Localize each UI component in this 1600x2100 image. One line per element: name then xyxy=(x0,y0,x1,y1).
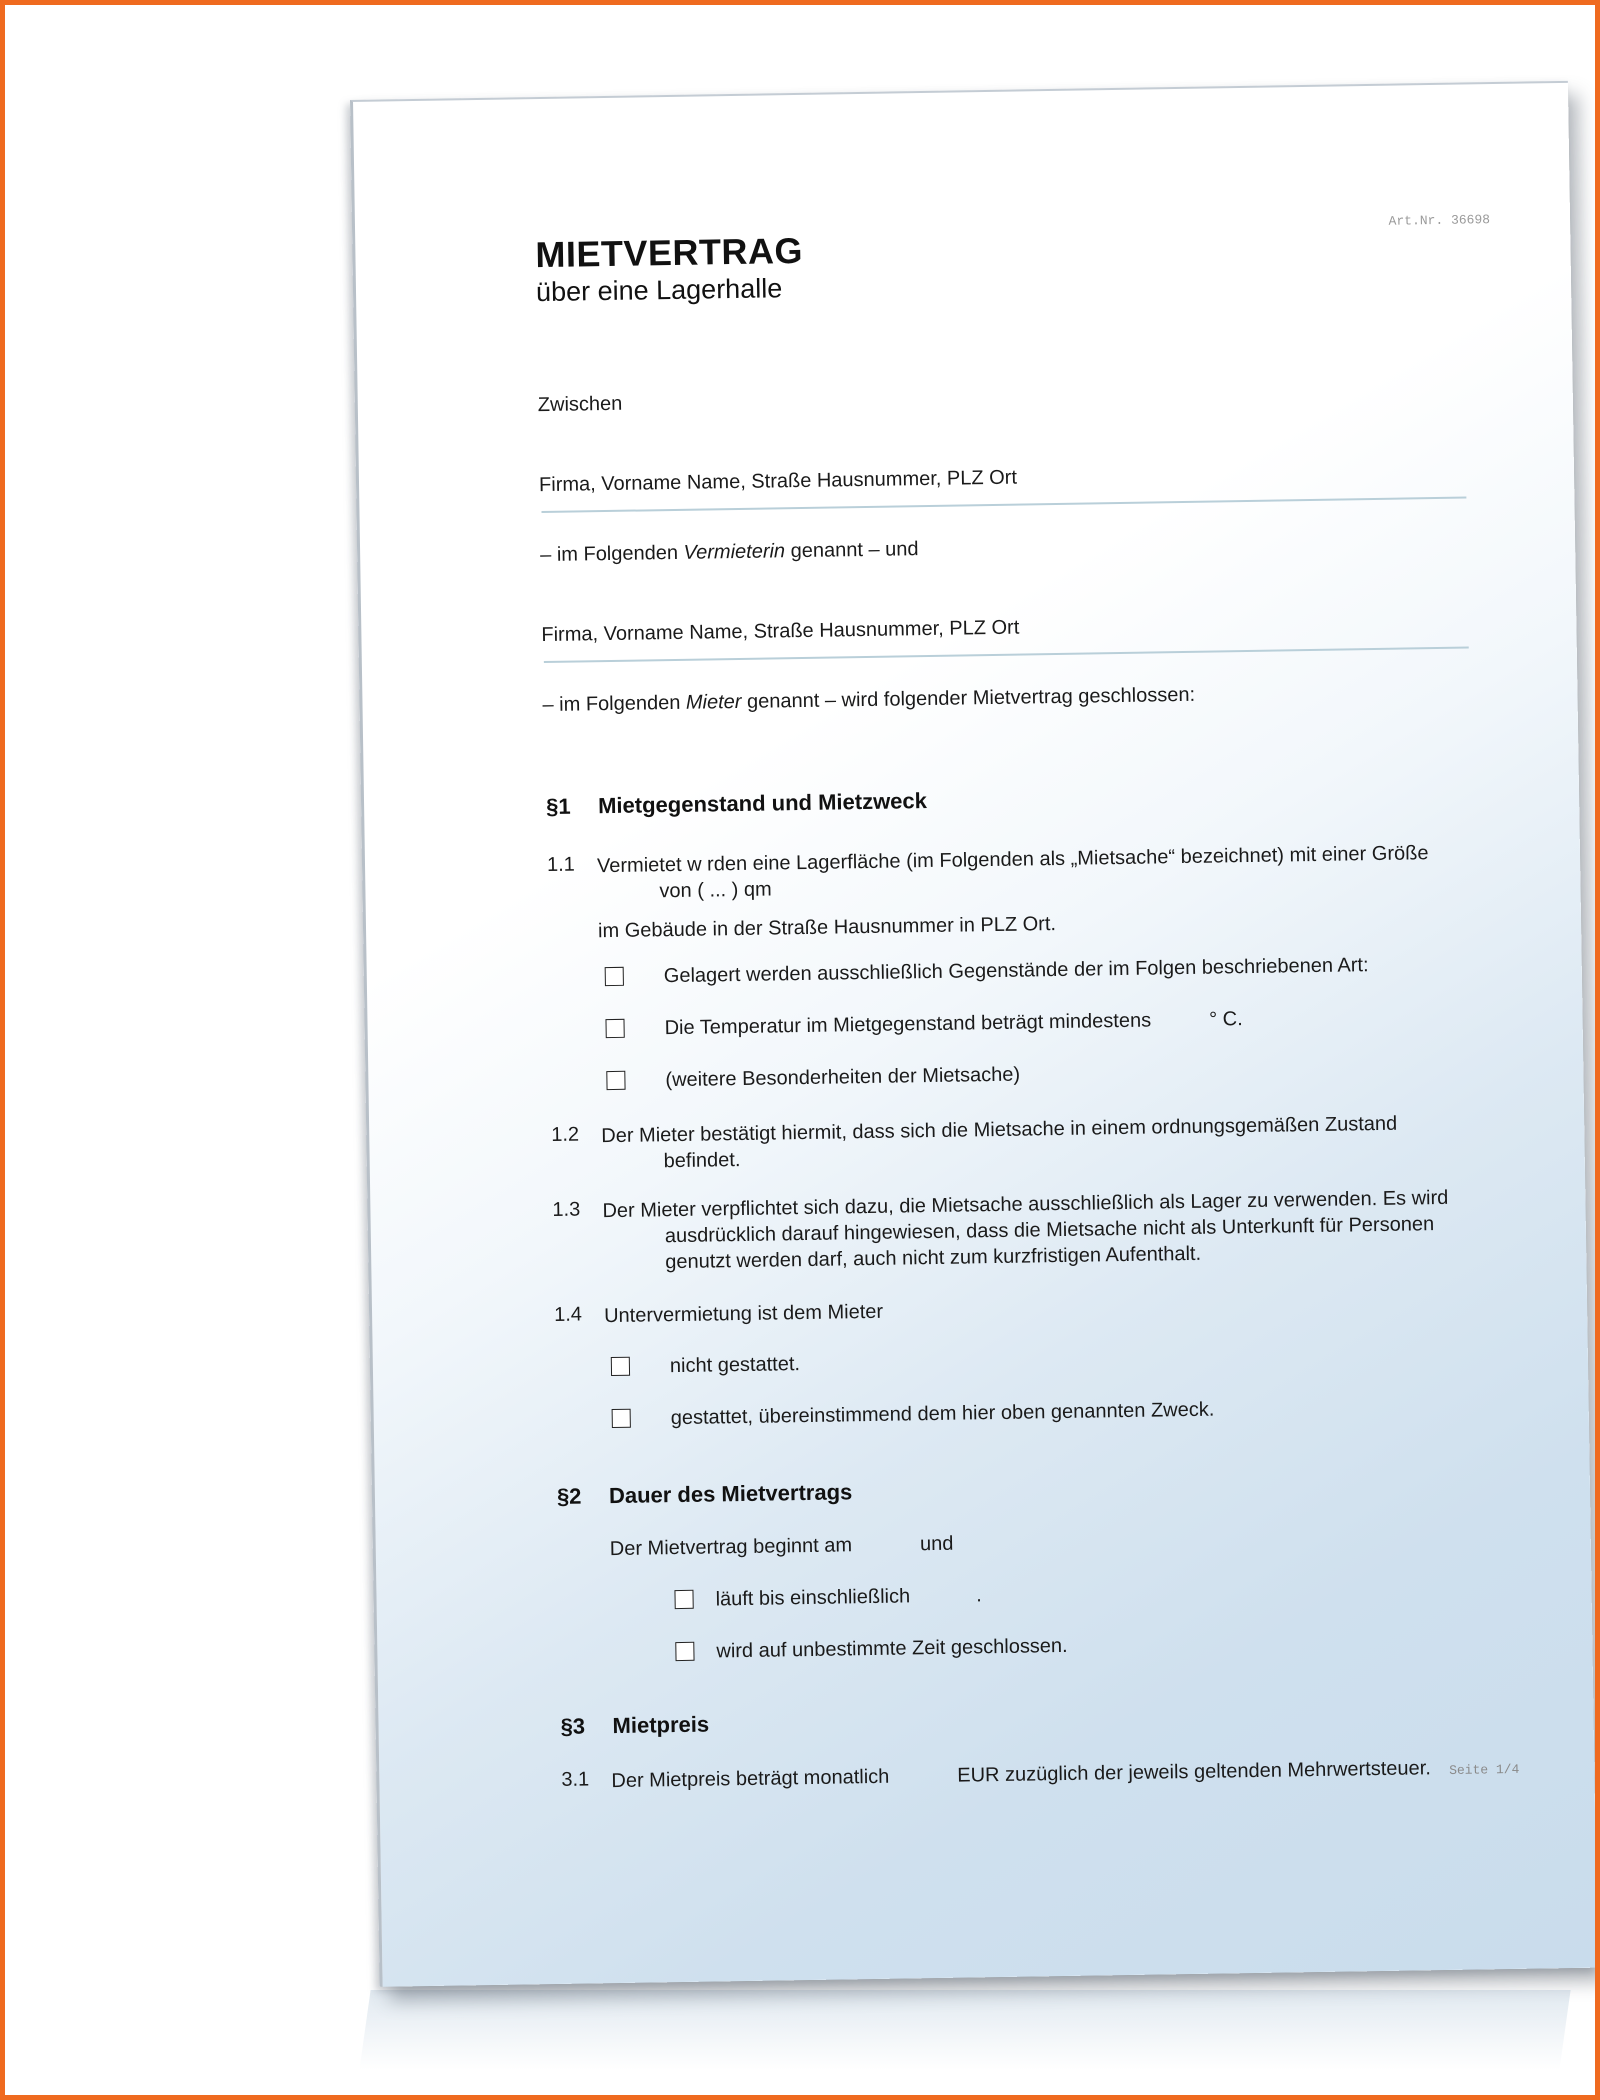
page-reflection xyxy=(359,1990,1570,2070)
party1-underline xyxy=(541,497,1466,514)
checkbox-box[interactable] xyxy=(675,1642,694,1661)
section-3-heading: §3 Mietpreis xyxy=(560,1711,710,1739)
checkbox-fixed-term[interactable]: läuft bis einschließlich . xyxy=(674,1584,981,1612)
page-number: Seite 1/4 xyxy=(1449,1761,1520,1778)
item-1-2: 1.2 Der Mieter bestätigt hiermit, dass sich die Mietsache in einem ordnungsgemäßen Zustand befindet. xyxy=(551,1112,1398,1173)
checkbox-box[interactable] xyxy=(605,1019,624,1038)
section-2-heading: §2 Dauer des Mietvertrags xyxy=(556,1479,853,1509)
checkbox-box[interactable] xyxy=(674,1590,693,1609)
item-1-1-location: im Gebäude in der Straße Hausnummer in PLZ Ort. xyxy=(597,913,1057,943)
checkbox-temperature[interactable]: Die Temperatur im Mietgegenstand beträgt mindestens ° C. xyxy=(605,1008,1242,1041)
role2-name: Mieter xyxy=(685,690,742,714)
party2-address: Firma, Vorname Name, Straße Hausnummer, PLZ Ort xyxy=(541,616,1020,647)
checkbox-indefinite-term[interactable]: wird auf unbestimmte Zeit geschlossen. xyxy=(675,1635,1068,1664)
parties-intro: Zwischen xyxy=(537,392,623,417)
checkbox-box[interactable] xyxy=(612,1409,631,1428)
checkbox-sublet-not-allowed[interactable]: nicht gestattet. xyxy=(611,1353,800,1379)
document-page xyxy=(350,81,1597,1987)
article-number: Art.Nr. 36698 xyxy=(1388,212,1491,229)
party2-underline xyxy=(544,646,1469,663)
item-3-1: 3.1 Der Mietpreis beträgt monatlich EUR zuzüglich der jeweils geltenden Mehrwertsteuer. xyxy=(561,1757,1431,1793)
checkbox-box[interactable] xyxy=(606,1071,625,1090)
checkbox-sublet-allowed[interactable]: gestattet, übereinstimmend dem hier oben genannten Zweck. xyxy=(612,1399,1215,1431)
item-1-3: 1.3 Der Mieter verpflichtet sich dazu, die Mietsache ausschließlich als Lager zu verwenden. Es wird ausdrücklich darauf hingewiesen, dass die Mietsache nicht als Unterkunft für Personen genutzt werden darf, auch nicht zum kurzfristigen Aufenthalt. xyxy=(552,1186,1449,1274)
checkbox-box[interactable] xyxy=(611,1357,630,1376)
item-1-4: 1.4 Untervermietung ist dem Mieter xyxy=(553,1300,884,1328)
party1-address: Firma, Vorname Name, Straße Hausnummer, PLZ Ort xyxy=(538,466,1018,497)
document-title: MIETVERTRAG xyxy=(535,229,804,276)
document-subtitle: über eine Lagerhalle xyxy=(535,273,783,308)
party2-role: – im Folgenden Mieter genannt – wird folgender Mietvertrag geschlossen: xyxy=(542,683,1196,717)
section-1-heading: §1 Mietgegenstand und Mietzweck xyxy=(545,788,928,820)
checkbox-other-features[interactable]: (weitere Besonderheiten der Mietsache) xyxy=(606,1064,1020,1093)
lease-start-text: Der Mietvertrag beginnt am und xyxy=(609,1532,954,1561)
item-1-1: 1.1 Vermietet w rden eine Lagerfläche (im Folgenden als „Mietsache“ bezeichnet) mit einer Größe von ( ... ) qm xyxy=(546,842,1429,903)
checkbox-stored-goods[interactable]: Gelagert werden ausschließlich Gegenstände der im Folgen beschriebenen Art: xyxy=(605,954,1369,989)
checkbox-box[interactable] xyxy=(605,967,624,986)
party1-role: – im Folgenden Vermieterin genannt – und xyxy=(539,538,919,567)
role1-name: Vermieterin xyxy=(683,540,786,564)
